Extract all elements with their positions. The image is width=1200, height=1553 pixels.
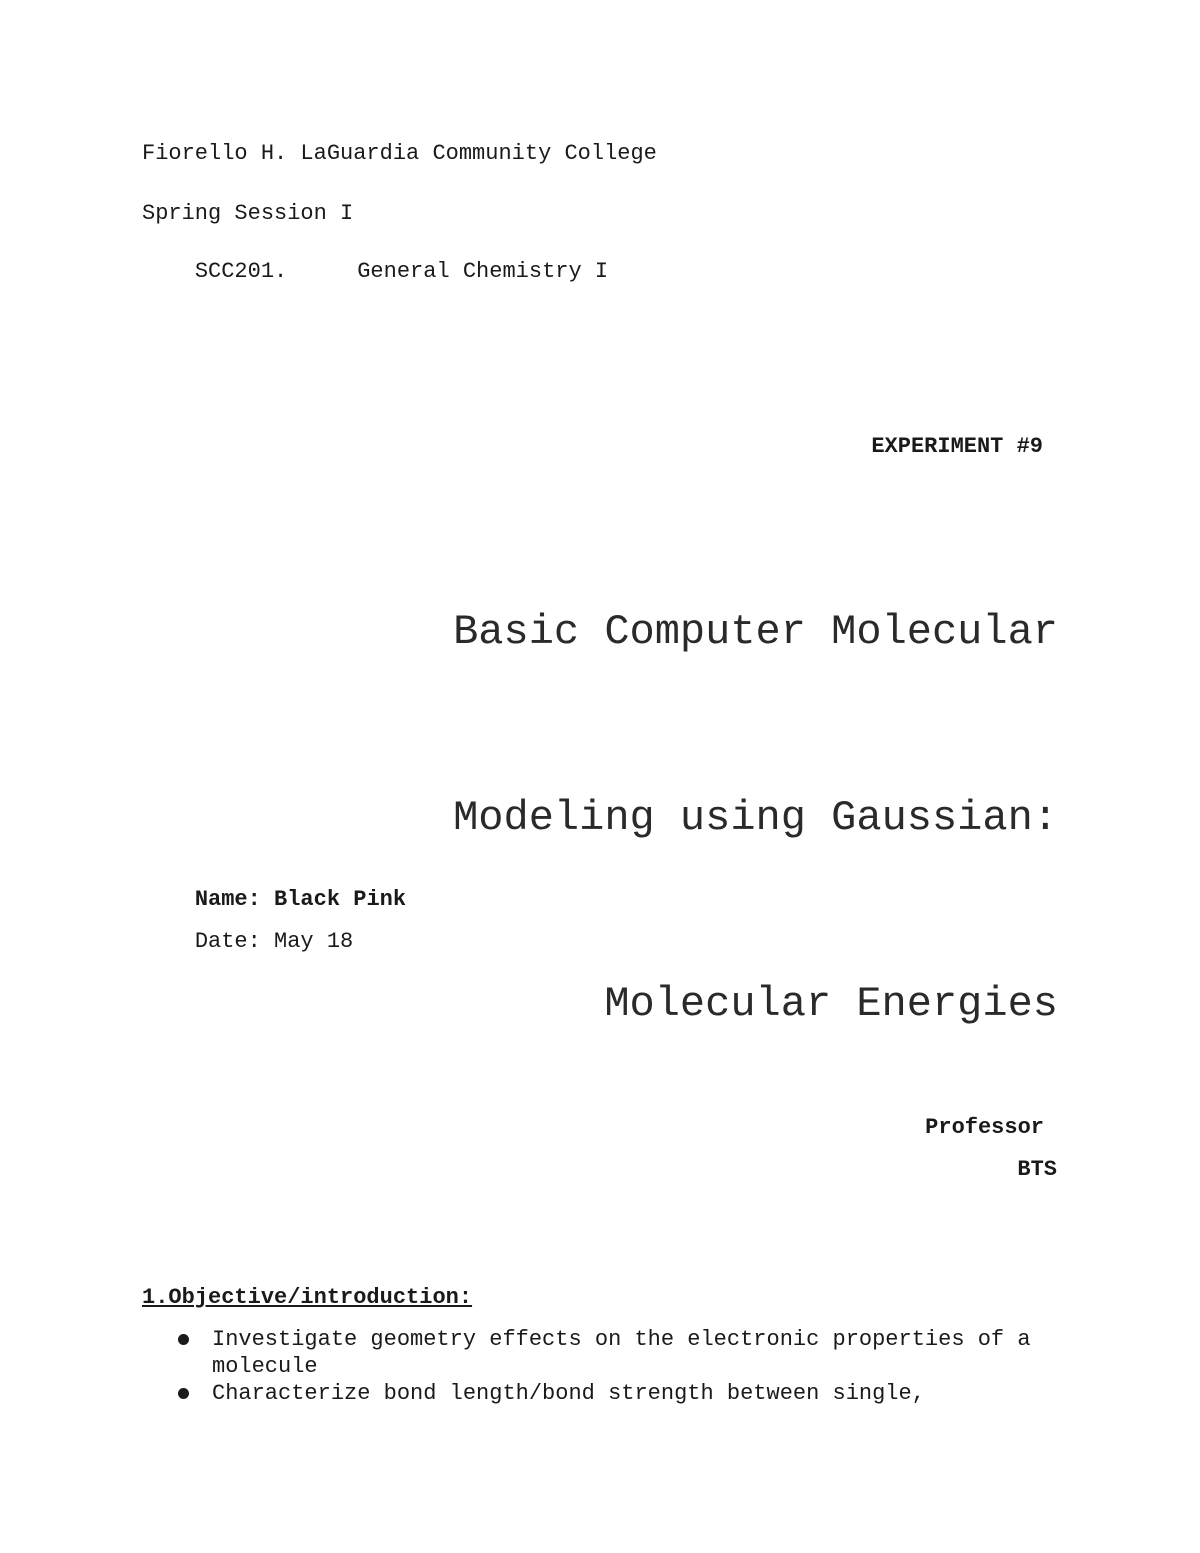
list-item-text: Investigate geometry effects on the electronic properties of a molecule bbox=[212, 1327, 1031, 1379]
student-name: Black Pink bbox=[274, 887, 407, 912]
date-label: Date: bbox=[194, 929, 261, 954]
professor-label: Professor bbox=[925, 1115, 1044, 1140]
course-code: SCC201. bbox=[194, 259, 288, 284]
date-line bbox=[142, 903, 353, 981]
objective-heading: 1.Objective/introduction: bbox=[142, 1285, 473, 1310]
experiment-title bbox=[453, 477, 1058, 1159]
title-line: Basic Computer Molecular bbox=[453, 608, 1058, 656]
name-label: Name: bbox=[194, 887, 261, 912]
course-name: General Chemistry I bbox=[357, 259, 609, 284]
title-line: Molecular Energies bbox=[604, 980, 1058, 1028]
institution-name: Fiorello H. LaGuardia Community College bbox=[142, 141, 657, 166]
session-label: Spring Session I bbox=[142, 201, 354, 226]
list-item-text: Characterize bond length/bond strength between single, bbox=[212, 1381, 925, 1406]
professor-name: BTS bbox=[1017, 1157, 1057, 1182]
list-item bbox=[142, 1380, 1060, 1407]
objective-list bbox=[142, 1326, 1060, 1407]
experiment-label: EXPERIMENT #9 bbox=[871, 434, 1043, 459]
bullet-icon bbox=[178, 1388, 189, 1399]
title-line: Modeling using Gaussian: bbox=[453, 794, 1058, 842]
date-value: May 18 bbox=[274, 929, 354, 954]
list-item bbox=[142, 1326, 1060, 1380]
bullet-icon bbox=[178, 1334, 189, 1345]
course-line bbox=[142, 233, 608, 311]
